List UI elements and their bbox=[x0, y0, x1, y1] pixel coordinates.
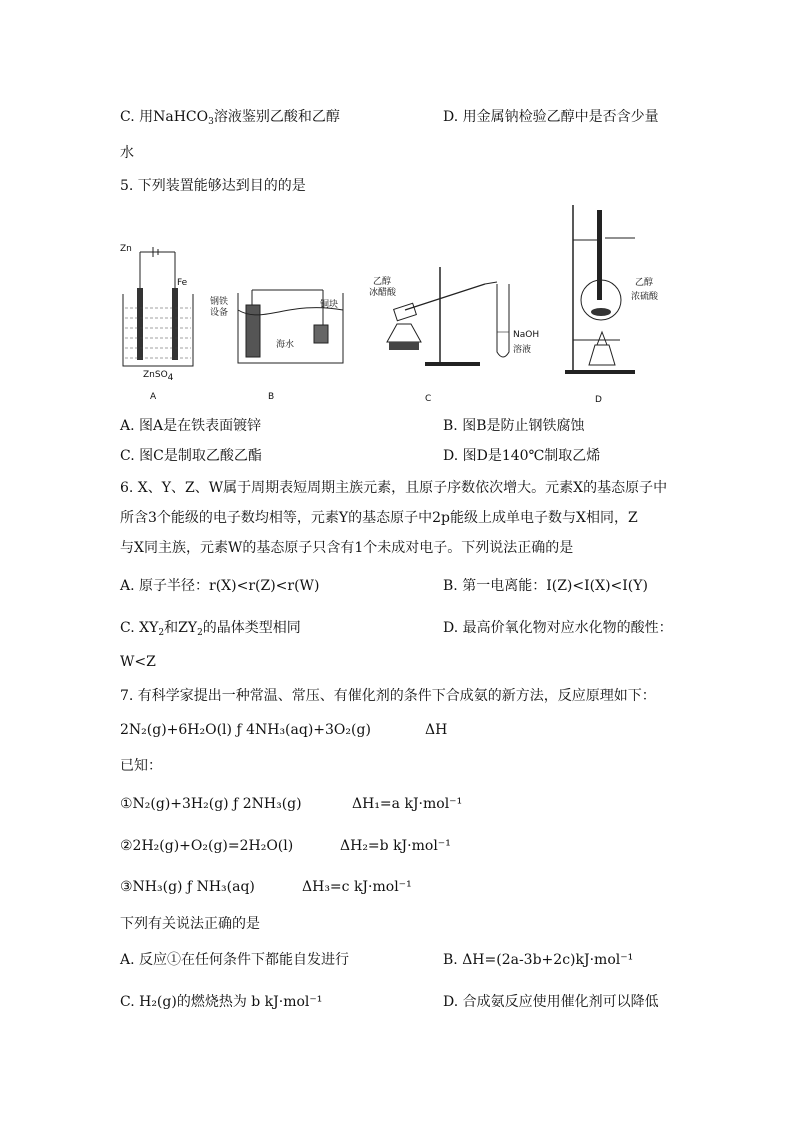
q6-option-d: D. 最高价氧化物对应水化物的酸性： bbox=[443, 620, 673, 636]
q7-eq2-dh: ΔH₂=b kJ·mol⁻¹ bbox=[340, 838, 451, 854]
q7-eq1-dh: ΔH₁=a kJ·mol⁻¹ bbox=[352, 796, 463, 812]
q4-optc-prefix: C. 用 bbox=[120, 109, 154, 125]
q4-optc-text: 溶液鉴别乙酸和乙醇 bbox=[213, 109, 340, 125]
q6-optc-xy-sub: 2 bbox=[158, 628, 165, 638]
figure-b bbox=[208, 285, 348, 400]
fig-a-zn-label: Zn bbox=[120, 244, 132, 254]
fig-b-copper-label: 铜块 bbox=[320, 300, 339, 310]
q4-optc-formula: NaHCO bbox=[153, 109, 209, 125]
q6-optc-zy: ZY bbox=[178, 620, 198, 636]
q7-option-c: C. H₂(g)的燃烧热为 b kJ·mol⁻¹ bbox=[120, 994, 323, 1010]
fig-b-letter: B bbox=[268, 392, 275, 402]
figure-d bbox=[555, 200, 675, 405]
fig-c-letter: C bbox=[425, 394, 432, 404]
q6-optc-zy-sub: 2 bbox=[197, 628, 203, 638]
fig-c-acetic-label: 冰醋酸 bbox=[369, 288, 397, 298]
q7-known: 已知： bbox=[120, 758, 162, 774]
q4-option-c bbox=[120, 107, 340, 132]
fig-c-ethanol-label: 乙醇 bbox=[373, 277, 392, 287]
q6-optc-xy: XY bbox=[139, 620, 159, 636]
q7-option-a: A. 反应①在任何条件下都能自发进行 bbox=[120, 952, 350, 968]
q4-optc-sub: 3 bbox=[208, 117, 214, 127]
fig-a-solution-label bbox=[143, 370, 173, 383]
q7-main-equation: 2N₂(g)+6H₂O(l) ƒ 4NH₃(aq)+3O₂(g) bbox=[120, 722, 371, 738]
q7-eq2: ②2H₂(g)+O₂(g)=2H₂O(l) bbox=[120, 838, 294, 854]
figure-d-svg bbox=[555, 200, 675, 405]
q7-ask: 下列有关说法正确的是 bbox=[120, 916, 260, 932]
fig-d-sulfuric-label: 浓硫酸 bbox=[631, 292, 659, 302]
q6-option-a bbox=[120, 576, 319, 596]
fig-b-steel-label: 钢铁 bbox=[210, 297, 229, 307]
q6-option-c bbox=[120, 618, 301, 643]
figure-c bbox=[365, 262, 545, 402]
q5-option-a: A. 图A是在铁表面镀锌 bbox=[120, 418, 262, 434]
fig-b-seawater-label: 海水 bbox=[276, 340, 295, 350]
fig-a-solution-sub: 4 bbox=[167, 373, 174, 383]
q7-option-b: B. ΔH=(2a-3b+2c)kJ·mol⁻¹ bbox=[443, 952, 634, 968]
fig-a-solution-text: ZnSO bbox=[143, 370, 168, 380]
q7-eq3-dh: ΔH₃=c kJ·mol⁻¹ bbox=[302, 879, 412, 895]
fig-b-device-label: 设备 bbox=[210, 308, 229, 318]
q4-option-d: D. 用金属钠检验乙醇中是否含少量 bbox=[443, 109, 659, 125]
q6-optc-prefix: C. bbox=[120, 620, 135, 636]
q6-optc-text: 的晶体类型相同 bbox=[202, 620, 301, 636]
q7-stem: 7. 有科学家提出一种常温、常压、有催化剂的条件下合成氨的新方法，反应原理如下： bbox=[120, 688, 656, 704]
q7-eq3: ③NH₃(g) ƒ NH₃(aq) bbox=[120, 879, 255, 895]
q4-option-d-continued: 水 bbox=[120, 145, 134, 161]
q6-optb-math: I(Z)<I(X)<I(Y) bbox=[546, 578, 648, 594]
q6-option-d-continued: W<Z bbox=[120, 654, 156, 670]
q6-line-1: 6. X、Y、Z、W属于周期表短周期主族元素，且原子序数依次增大。元素X的基态原子中 bbox=[120, 480, 668, 496]
q6-line-2: 所含3个能级的电子数均相等，元素Y的基态原子中2p能级上成单电子数与X相同，Z bbox=[120, 510, 638, 526]
fig-c-naoh-label: NaOH bbox=[513, 330, 540, 340]
q6-line-3: 与X同主族，元素W的基态原子只含有1个未成对电子。下列说法正确的是 bbox=[120, 540, 574, 556]
q7-eq1: ①N₂(g)+3H₂(g) ƒ 2NH₃(g) bbox=[120, 796, 302, 812]
figure-a bbox=[115, 238, 195, 402]
q5-option-d: D. 图D是140℃制取乙烯 bbox=[443, 448, 601, 464]
q6-opta-math: r(X)<r(Z)<r(W) bbox=[209, 578, 320, 594]
q7-option-d: D. 合成氨反应使用催化剂可以降低 bbox=[443, 994, 659, 1010]
q6-opta-prefix: A. 原子半径： bbox=[120, 578, 210, 594]
fig-d-ethanol-label: 乙醇 bbox=[635, 278, 654, 288]
q5-option-b: B. 图B是防止钢铁腐蚀 bbox=[443, 418, 585, 434]
fig-a-fe-label: Fe bbox=[177, 278, 188, 288]
q5-stem: 5. 下列装置能够达到目的的是 bbox=[120, 178, 306, 194]
q5-option-c: C. 图C是制取乙酸乙酯 bbox=[120, 448, 262, 464]
q6-optb-prefix: B. 第一电离能： bbox=[443, 578, 547, 594]
q6-option-b bbox=[443, 576, 648, 596]
q6-optc-and: 和 bbox=[164, 620, 179, 636]
fig-a-letter: A bbox=[150, 392, 157, 402]
q7-main-dh: ΔH bbox=[425, 722, 448, 738]
fig-c-solution-label: 溶液 bbox=[513, 345, 532, 355]
fig-d-letter: D bbox=[595, 395, 602, 405]
